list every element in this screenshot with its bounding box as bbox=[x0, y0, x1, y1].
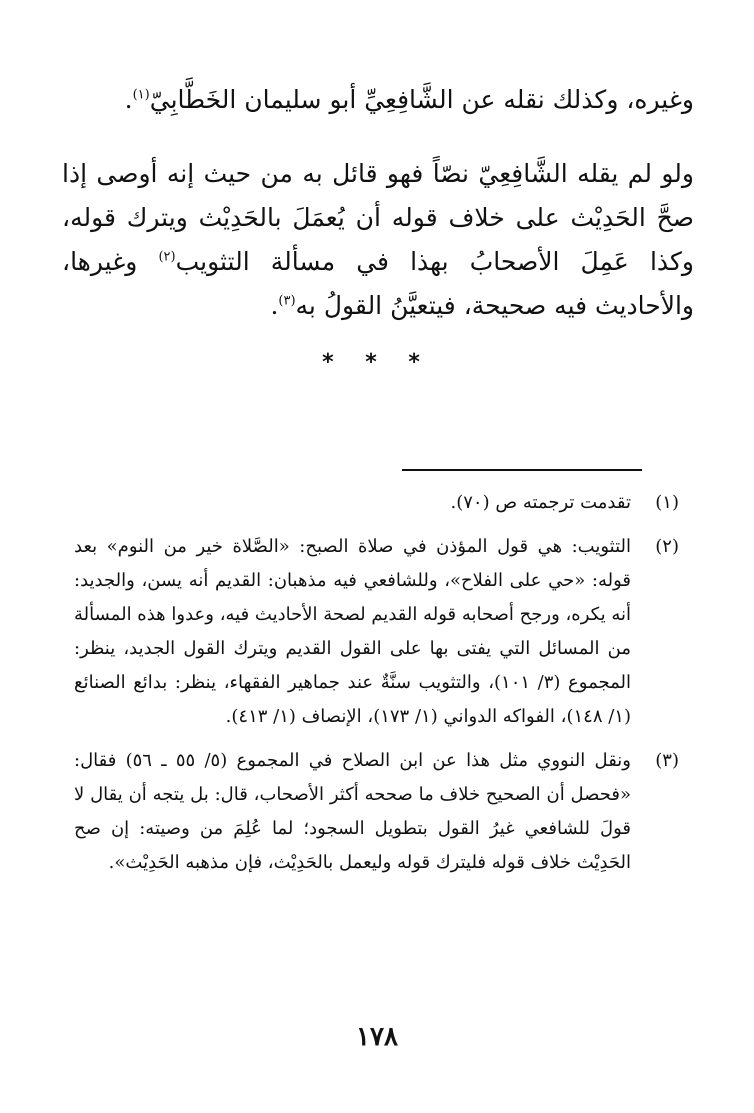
footnote-2 bbox=[74, 530, 679, 734]
footnote-ref-3: (٣) bbox=[278, 293, 296, 309]
paragraph-2-end: . bbox=[270, 291, 279, 320]
page-number: ١٧٨ bbox=[356, 1022, 398, 1052]
footnotes bbox=[74, 486, 679, 890]
footnote-text: التثويب: هي قول المؤذن في صلاة الصبح: «الصَّلاة خير من النوم» بعد قوله: «حي على الفلاح»، وللشافعي فيه مذهبان: القديم أنه يسن، والجديد: أنه يكره، ورجح أصحابه قوله القديم لصحة الأحاديث فيه، وعدوا هذه المسألة من المسائل التي يفتى بها على القول القديم ويترك القول الجديد، ينظر: المجموع (٣/ ١٠١)، والتثويب سنَّةٌ عند جماهير الفقهاء، ينظر: بدائع الصنائع (١/ ١٤٨)، الفواكه الدواني (١/ ١٧٣)، الإنصاف (١/ ٤١٣). bbox=[74, 536, 631, 727]
footnote-number: (٢) bbox=[655, 536, 679, 557]
footnote-rule bbox=[402, 469, 642, 471]
footnote-3 bbox=[74, 744, 679, 880]
paragraph-2 bbox=[62, 152, 694, 328]
footnote-ref-1: (١) bbox=[132, 87, 150, 103]
paragraph-2-mid: وغيرها، والأحاديث فيه صحيحة، فيتعيَّنُ القولُ به bbox=[62, 247, 694, 320]
paragraph-1 bbox=[62, 78, 694, 122]
footnote-text: تقدمت ترجمته ص (٧٠). bbox=[450, 492, 631, 513]
main-text bbox=[62, 78, 694, 328]
footnote-number: (١) bbox=[655, 492, 679, 513]
footnote-number: (٣) bbox=[655, 750, 679, 771]
footnote-1 bbox=[74, 486, 679, 520]
section-separator: * * * bbox=[322, 350, 432, 375]
paragraph-2-text: ولو لم يقله الشَّافِعِيّ نصّاً فهو قائل به من حيث إنه أوصى إذا صحَّ الحَدِيْث على خلاف قوله أن يُعمَلَ بالحَدِيْث ويترك قوله، وكذا عَمِلَ الأصحابُ بهذا في مسألة التثويب bbox=[62, 159, 694, 276]
paragraph-1-end: . bbox=[124, 85, 133, 114]
footnote-ref-2: (٢) bbox=[158, 249, 176, 265]
footnote-text: ونقل النووي مثل هذا عن ابن الصلاح في المجموع (٥/ ٥٥ ـ ٥٦) فقال: «فحصل أن الصحيح خلاف ما صححه أكثر الأصحاب، قال: بل يتجه أن يقال لا قولَ للشافعي غيرُ القول بتطويل السجود؛ لما عُلِمَ من وصيته: إن صح الحَدِيْث خلاف قوله فليترك قوله وليعمل بالحَدِيْث، فإن مذهبه الحَدِيْث». bbox=[74, 750, 631, 873]
paragraph-1-text: وغيره، وكذلك نقله عن الشَّافِعِيِّ أبو سليمان الخَطَّابِيّ bbox=[149, 85, 694, 114]
